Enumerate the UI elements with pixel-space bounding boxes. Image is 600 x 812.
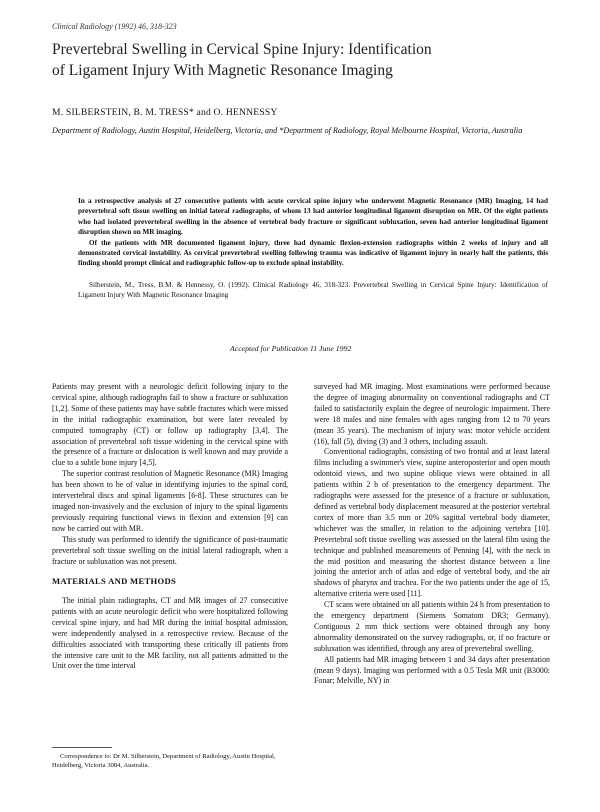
methods-column (52, 596, 288, 672)
abstract-paragraph: In a retrospective analysis of 27 consecutive patients with acute cervical spine injury who underwent Magnetic Resonance (MR) Imaging, 14 had prevertebral soft tissue swelling on initial lateral radiographs, of whom 13 had anterior longitudinal ligament disruption on MR. Of the eight patients who had isolated prevertebral swelling in the absence of vertebral body fracture or significant subluxation, seven had anterior longitudinal ligament disruption shown on MR imaging. (78, 197, 548, 237)
article-authors: M. SILBERSTEIN, B. M. TRESS* and O. HENNESSY (52, 107, 278, 118)
citation-block (78, 280, 548, 301)
footnote (52, 752, 288, 770)
body-paragraph: This study was performed to identify the significance of post-traumatic prevertebral soft tissue swelling on the initial lateral radiograph, when a fracture or subluxation was not present. (52, 534, 288, 566)
methods-heading: MATERIALS AND METHODS (52, 576, 177, 586)
article-affiliation: Department of Radiology, Austin Hospital, Heidelberg, Victoria, and *Department of Radiology, Royal Melbourne Hospital, Victoria, Australia (52, 126, 523, 135)
body-paragraph: surveyed had MR imaging. Most examinations were performed because the degree of imaging abnormality on conventional radiographs and CT failed to satisfactorily explain the degree of neurologic impairment. There were 18 males and nine females with ages ranging from 12 to 70 years (mean 35 years). The mechanism of injury was: motor vehicle accident (16), fall (5), diving (3) and 3 others, including assault. (314, 382, 550, 446)
body-paragraph: Conventional radiographs, consisting of two frontal and at least lateral films including a swimmer's view, supine anteroposterior and open mouth odontoid views, and two supine oblique views were obtained in all patients within 2 h of presentation to the emergency department. The radiographs were assessed for the presence of a fracture or subluxation, defined as vertebral body displacement measured at the posterior vertebral cortex of more than 3.5 mm or 20% sagittal vertebral body diameter, whichever was the smaller, in relation to the adjoining vertebra [10]. Prevertebral soft tissue swelling was assessed on the lateral film using the technique and published measurements of Penning [4], with the neck in the mid position and measuring the shortest distance between a line joining the anterior arch of atlas and edge of vertebral body, and the air shadows of pharynx and trachea. For the two patients under the age of 15, alternative criteria were used [11]. (314, 447, 550, 599)
body-left-column (52, 382, 288, 567)
body-paragraph: The initial plain radiographs, CT and MR images of 27 consecutive patients with an acute neurologic deficit who were hospitalized following cervical spine injury, and had MR during the initial hospital admission, were independently analysed in a retrospective review. Because of the difficulties associated with transporting these critically ill patients from the intensive care unit to the MR facility, not all patients admitted to the Unit over the time interval (52, 596, 288, 671)
body-right-column (314, 382, 550, 687)
abstract-paragraph: Of the patients with MR documented ligament injury, three had dynamic flexion-extension radiographs within 2 weeks of injury and all demonstrated cervical instability. As cervical prevertebral swelling following trauma was indicative of ligament injury in nearly half the patients, this finding should prompt clinical and radiographic follow-up to exclude spinal instability. (78, 238, 548, 268)
body-paragraph: Patients may present with a neurologic deficit following injury to the cervical spine, although radiographs fail to show a fracture or subluxation [1,2]. Some of these patients may have subtle fractures which were missed in the initial radiographic examination, but were later revealed by computed tomography (CT) or follow up radiography [3,4]. The association of prevertebral soft tissue widening in the cervical spine with the presence of a fracture or dislocation is well known and may provide a clue to a subtle bone injury [4,5]. (52, 382, 288, 468)
journal-header: Clinical Radiology (1992) 46, 318-323 (52, 22, 177, 31)
abstract (78, 196, 548, 269)
accepted-date: Accepted for Publication 11 June 1992 (230, 344, 352, 353)
body-paragraph: All patients had MR imaging between 1 and 34 days after presentation (mean 9 days). Imaging was performed with a 0.5 Tesla MR unit (B3000: Fonar; Melville, NY) in (314, 654, 550, 686)
body-paragraph: The superior contrast resolution of Magnetic Resonance (MR) Imaging has been shown to be of value in identifying injuries to the spinal cord, intervertebral discs and spinal ligaments [6-8]. These structures can be imaged non-invasively and the exclusion of injury to the spinal ligaments previously requiring functional views in flexion and extension [9] can now be carried out with MR. (52, 469, 288, 533)
footnote-rule (52, 747, 112, 748)
footnote-text: Correspondence to: Dr M. Silberstein, Department of Radiology, Austin Hospital, Heidelberg, Victoria 3084, Australia. (52, 753, 276, 769)
body-paragraph: CT scans were obtained on all patients within 24 h from presentation to the emergency department (Siemens Somatom DR3; Germany). Contiguous 2 mm thick sections were obtained through any bony abnormality demonstrated on the survey radiographs, or, if no fracture or subluxation was identified, through any area of prevertebral swelling. (314, 600, 550, 653)
citation-text: Silberstein, M., Tress, B.M. & Hennessy, O. (1992). Clinical Radiology 46, 318-323. Prevertebral Swelling in Cervical Spine Injury: Identification of Ligament Injury With Magnetic Resonance Imaging (78, 281, 548, 300)
article-title: Prevertebral Swelling in Cervical Spine Injury: Identification of Ligament Injury With Magnetic Resonance Imaging (52, 41, 432, 79)
